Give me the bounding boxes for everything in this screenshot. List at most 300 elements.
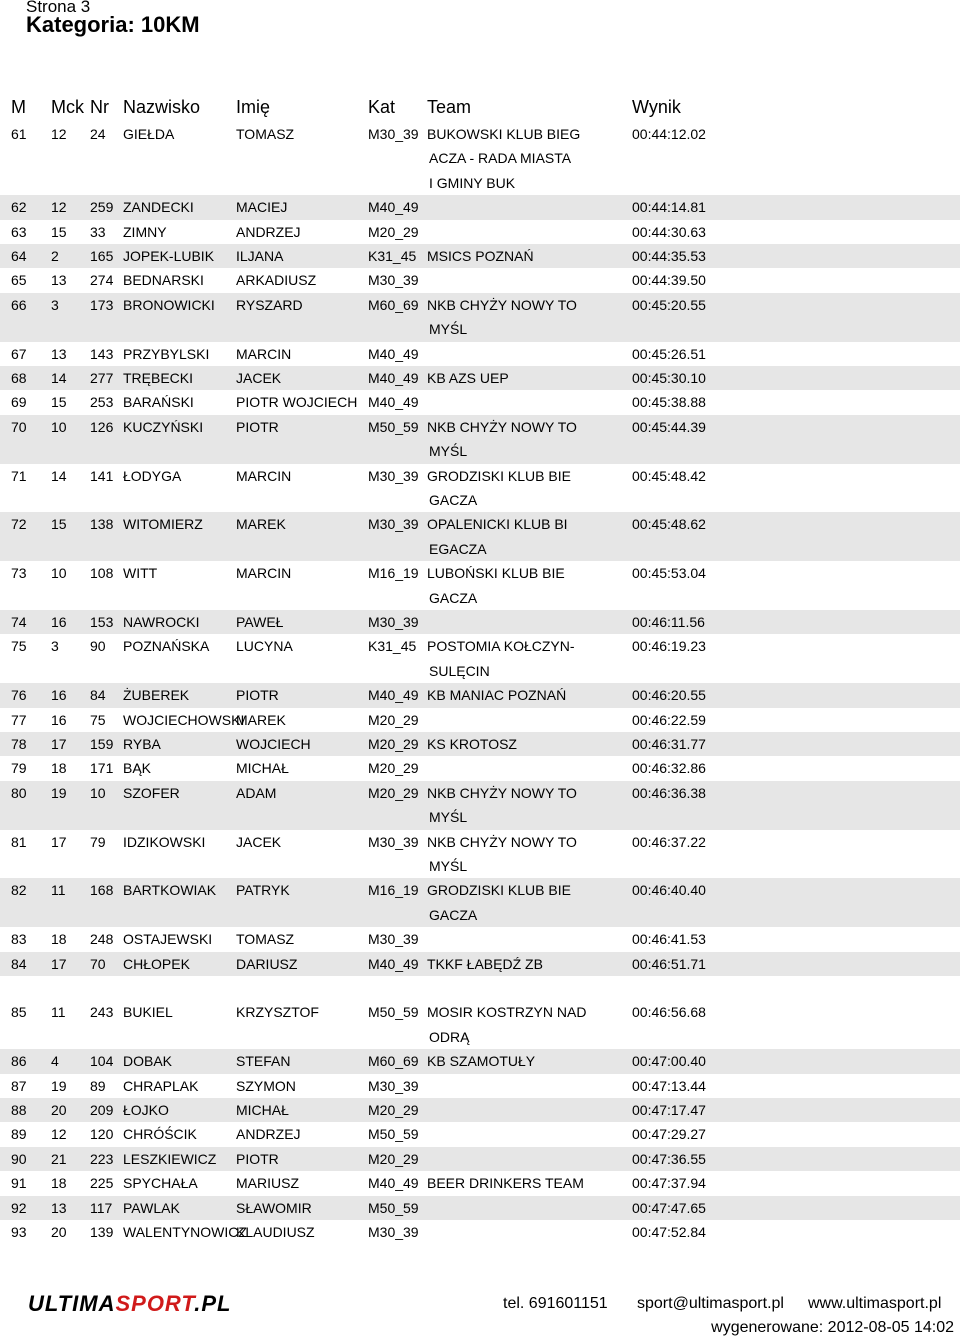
page-footer [0,1285,960,1341]
cell-nr: 223 [90,1150,114,1167]
cell-nazwisko: BRONOWICKI [123,296,215,313]
cell-nr: 274 [90,272,114,289]
cell-kat: M40_49 [368,955,419,972]
cell-m: 67 [11,345,27,362]
cell-nr: 108 [90,565,114,582]
team-line: ACZA - RADA MIASTA [429,150,572,167]
cell-m: 65 [11,272,27,289]
table-row [0,708,960,732]
cell-nr: 90 [90,638,106,655]
cell-mck: 18 [51,1175,67,1192]
cell-mck: 15 [51,516,67,533]
cell-m: 81 [11,833,27,850]
cell-nazwisko: WOJCIECHOWSKI [123,711,245,728]
cell-nazwisko: BARTKOWIAK [123,882,217,899]
cell-team [427,634,617,683]
cell-mck: 20 [51,1102,67,1118]
table-row [0,1147,960,1171]
cell-kat: M30_39 [368,467,419,484]
cell-team [427,952,617,976]
cell-team [427,293,617,342]
cell-m: 83 [11,931,27,948]
cell-mck: 14 [51,467,67,484]
table-row [0,1049,960,1073]
generated-timestamp: wygenerowane: 2012-08-05 14:02 [711,1319,954,1336]
cell-wynik: 00:44:39.50 [632,272,706,289]
cell-wynik: 00:47:00.40 [632,1053,706,1070]
cell-nr: 209 [90,1102,114,1118]
cell-mck: 12 [51,199,67,216]
table-row [0,415,960,464]
table-row [0,1171,960,1195]
cell-nazwisko: IDZIKOWSKI [123,833,206,850]
team-line: KB SZAMOTUŁY [427,1053,536,1070]
cell-mck: 17 [51,833,67,850]
cell-imie: MARIUSZ [236,1175,299,1192]
team-line: SULĘCIN [429,662,490,679]
team-line: I GMINY BUK [429,174,516,191]
cell-team [427,781,617,830]
table-row [0,683,960,707]
cell-imie: LUCYNA [236,638,293,655]
team-line: NKB CHYŻY NOWY TO [427,833,577,850]
cell-nr: 126 [90,418,114,435]
cell-wynik: 00:46:51.71 [632,955,706,972]
cell-kat: M20_29 [368,711,419,728]
cell-imie: MARCIN [236,467,292,484]
cell-m: 69 [11,394,27,411]
cell-nr: 84 [90,687,106,704]
cell-nr: 171 [90,760,114,777]
team-line: BUKOWSKI KLUB BIEG [427,126,581,142]
cell-kat: M30_39 [368,833,419,850]
team-line: GRODZISKI KLUB BIE [427,882,571,899]
team-line: MSICS POZNAŃ [427,248,534,264]
cell-nazwisko: LESZKIEWICZ [123,1150,217,1167]
table-row [0,634,960,683]
table-row [0,1074,960,1098]
cell-kat: M50_59 [368,1004,419,1021]
cell-imie: PIOTR [236,418,279,435]
cell-kat: M60_69 [368,296,419,313]
cell-kat: M40_49 [368,394,419,411]
cell-imie: ADAM [236,784,277,801]
cell-nazwisko: BĄK [123,760,152,777]
cell-nazwisko: DOBAK [123,1053,173,1070]
cell-m: 91 [11,1175,27,1192]
cell-nr: 143 [90,345,114,362]
cell-nr: 138 [90,516,114,533]
cell-nr: 168 [90,882,114,899]
cell-nazwisko: CHRÓŚCIK [123,1126,197,1143]
cell-team [427,683,617,707]
cell-kat: M40_49 [368,687,419,704]
cell-imie: MICHAŁ [236,1102,289,1118]
team-line: KB MANIAC POZNAŃ [427,687,567,704]
cell-nazwisko: ŁOJKO [123,1102,169,1118]
cell-nazwisko: ZANDECKI [123,199,194,216]
cell-kat: M16_19 [368,565,419,582]
cell-kat: M50_59 [368,418,419,435]
cell-nr: 117 [90,1199,113,1216]
cell-nazwisko: RYBA [123,736,161,752]
cell-imie: SŁAWOMIR [236,1199,312,1216]
cell-imie: MARCIN [236,565,292,582]
cell-kat: M30_39 [368,1224,419,1240]
cell-nr: 277 [90,370,114,386]
cell-kat: M20_29 [368,736,419,752]
cell-m: 62 [11,199,27,216]
cell-m: 63 [11,223,27,240]
team-line: EGACZA [429,540,487,557]
cell-nr: 248 [90,931,114,948]
cell-nr: 165 [90,248,114,264]
cell-nr: 33 [90,223,106,240]
table-row [0,122,960,195]
cell-nazwisko: OSTAJEWSKI [123,931,213,948]
cell-imie: KLAUDIUSZ [236,1224,315,1240]
cell-kat: M20_29 [368,1102,419,1118]
cell-nr: 139 [90,1224,114,1240]
cell-team [427,1000,617,1049]
table-row [0,1098,960,1122]
cell-imie: RYSZARD [236,296,303,313]
cell-mck: 17 [51,955,67,972]
cell-imie: TOMASZ [236,126,295,142]
cell-m: 73 [11,565,27,582]
cell-imie: MACIEJ [236,199,288,216]
cell-mck: 10 [51,418,67,435]
cell-kat: M20_29 [368,784,419,801]
cell-imie: ANDRZEJ [236,223,301,240]
team-line: MYŚL [429,321,468,338]
cell-m: 70 [11,418,27,435]
cell-nazwisko: KUCZYŃSKI [123,418,204,435]
cell-nr: 79 [90,833,106,850]
cell-nr: 153 [90,614,114,630]
cell-team [427,415,617,464]
cell-nazwisko: TRĘBECKI [123,370,194,386]
table-row [0,830,960,879]
footer-email: sport@ultimasport.pl [637,1295,784,1312]
cell-imie: KRZYSZTOF [236,1004,319,1021]
cell-imie: PATRYK [236,882,290,899]
cell-wynik: 00:46:56.68 [632,1004,706,1021]
cell-mck: 12 [51,126,67,142]
cell-imie: STEFAN [236,1053,291,1070]
cell-wynik: 00:44:12.02 [632,126,706,142]
cell-wynik: 00:44:30.63 [632,223,706,240]
table-row [0,781,960,830]
column-header-team: Team [427,97,472,117]
cell-nr: 253 [90,394,114,411]
table-row [0,1220,960,1244]
cell-nr: 120 [90,1126,114,1143]
cell-kat: M50_59 [368,1126,419,1143]
table-row [0,927,960,951]
team-line: ODRĄ [429,1028,470,1045]
cell-wynik: 00:46:41.53 [632,931,706,948]
team-line: NKB CHYŻY NOWY TO [427,784,577,801]
table-row [0,220,960,244]
cell-nr: 141 [90,467,114,484]
table-row [0,1122,960,1146]
table-header [0,97,960,121]
cell-m: 64 [11,248,27,264]
cell-wynik: 00:45:26.51 [632,345,706,362]
cell-kat: M30_39 [368,126,419,142]
cell-mck: 20 [51,1224,67,1240]
cell-wynik: 00:47:52.84 [632,1224,706,1240]
cell-imie: WOJCIECH [236,736,311,752]
cell-wynik: 00:45:53.04 [632,565,706,582]
table-row [0,732,960,756]
cell-imie: PIOTR [236,1150,279,1167]
column-header-mck: Mck [51,97,84,117]
cell-kat: M40_49 [368,1175,419,1192]
cell-wynik: 00:46:32.86 [632,760,706,777]
cell-nr: 24 [90,126,106,142]
footer-phone: tel. 691601151 [503,1295,608,1312]
team-line: OPALENICKI KLUB BI [427,516,568,533]
cell-m: 61 [11,126,27,142]
team-line: NKB CHYŻY NOWY TO [427,418,577,435]
cell-m: 89 [11,1126,27,1143]
column-header-imie: Imię [236,97,271,117]
table-row [0,195,960,219]
cell-wynik: 00:47:17.47 [632,1102,706,1118]
cell-nazwisko: WITT [123,565,158,582]
cell-nazwisko: ŁODYGA [123,467,182,484]
column-header-m: M [11,97,26,117]
cell-wynik: 00:47:36.55 [632,1150,706,1167]
team-line: TKKF ŁABĘDŹ ZB [427,955,543,972]
cell-m: 71 [11,467,27,484]
team-line: KB AZS UEP [427,370,509,386]
table-row [0,268,960,292]
cell-imie: MAREK [236,711,286,728]
cell-mck: 10 [51,565,67,582]
cell-nazwisko: BUKIEL [123,1004,173,1021]
cell-wynik: 00:46:40.40 [632,882,706,899]
cell-m: 79 [11,760,27,777]
column-header-nazwisko: Nazwisko [123,97,201,117]
cell-m: 93 [11,1224,27,1240]
cell-kat: M30_39 [368,614,419,630]
cell-nazwisko: PAWLAK [123,1199,180,1216]
team-line: GACZA [429,906,478,923]
cell-nazwisko: ZIMNY [123,223,167,240]
cell-wynik: 00:45:48.42 [632,467,706,484]
team-line: MOSIR KOSTRZYN NAD [427,1004,587,1021]
cell-nr: 243 [90,1004,114,1021]
cell-nazwisko: POZNAŃSKA [123,638,210,655]
cell-mck: 18 [51,760,67,777]
cell-team [427,464,617,513]
page-title: Kategoria: 10KM [26,12,200,37]
cell-kat: M20_29 [368,223,419,240]
cell-nazwisko: JOPEK-LUBIK [123,248,215,264]
cell-imie: JACEK [236,370,282,386]
cell-kat: M30_39 [368,272,419,289]
cell-wynik: 00:45:20.55 [632,296,706,313]
cell-imie: ARKADIUSZ [236,272,317,289]
cell-nazwisko: ŻUBEREK [123,687,190,704]
cell-nr: 10 [90,784,106,801]
table-row [0,342,960,366]
table-row [0,1196,960,1220]
cell-imie: ILJANA [236,248,284,264]
team-line: NKB CHYŻY NOWY TO [427,296,577,313]
team-line: BEER DRINKERS TEAM [427,1175,584,1192]
cell-kat: M30_39 [368,516,419,533]
team-line: MYŚL [429,443,468,460]
cell-nazwisko: NAWROCKI [123,614,200,630]
team-line: MYŚL [429,809,468,826]
cell-mck: 21 [51,1150,67,1167]
cell-m: 66 [11,296,27,313]
cell-team [427,1171,617,1195]
column-header-nr: Nr [90,97,109,117]
cell-nazwisko: BEDNARSKI [123,272,204,289]
cell-imie: DARIUSZ [236,955,298,972]
cell-imie: MARCIN [236,345,292,362]
table-row [0,878,960,927]
cell-imie: PAWEŁ [236,614,284,630]
cell-wynik: 00:45:48.62 [632,516,706,533]
cell-imie: ANDRZEJ [236,1126,301,1143]
cell-m: 74 [11,614,27,630]
cell-m: 82 [11,882,27,899]
cell-mck: 12 [51,1126,67,1143]
cell-m: 80 [11,784,27,801]
table-row [0,1000,960,1049]
cell-wynik: 00:47:37.94 [632,1175,706,1192]
cell-mck: 15 [51,394,67,411]
cell-nazwisko: GIEŁDA [123,126,175,142]
cell-nr: 70 [90,955,106,972]
cell-nr: 173 [90,296,114,313]
cell-nazwisko: BARAŃSKI [123,394,194,411]
cell-mck: 2 [51,248,59,264]
team-line: LUBOŃSKI KLUB BIE [427,565,565,582]
cell-nazwisko: WITOMIERZ [123,516,203,533]
cell-nr: 75 [90,711,106,728]
cell-wynik: 00:46:36.38 [632,784,706,801]
cell-kat: M40_49 [368,199,419,216]
cell-kat: K31_45 [368,248,417,264]
cell-m: 72 [11,516,27,533]
cell-nr: 159 [90,736,114,752]
cell-wynik: 00:47:47.65 [632,1199,706,1216]
cell-wynik: 00:46:19.23 [632,638,706,655]
cell-team [427,1049,617,1073]
cell-mck: 15 [51,223,67,240]
cell-nazwisko: CHRAPLAK [123,1077,199,1094]
cell-kat: M20_29 [368,760,419,777]
table-row [0,390,960,414]
cell-nr: 89 [90,1077,106,1094]
cell-m: 75 [11,638,27,655]
cell-imie: PIOTR WOJCIECH [236,394,358,411]
cell-mck: 17 [51,736,67,752]
cell-team [427,878,617,927]
cell-kat: M16_19 [368,882,419,899]
cell-m: 68 [11,370,27,386]
team-line: GACZA [429,492,478,508]
cell-nazwisko: CHŁOPEK [123,955,190,972]
cell-m: 90 [11,1150,27,1167]
table-row [0,293,960,342]
cell-kat: M60_69 [368,1053,419,1070]
footer-website: www.ultimasport.pl [808,1295,942,1312]
cell-imie: MICHAŁ [236,760,289,777]
table-row [0,366,960,390]
cell-wynik: 00:46:31.77 [632,736,706,752]
cell-team [427,830,617,879]
cell-kat: M30_39 [368,1077,419,1094]
cell-mck: 13 [51,1199,67,1216]
column-header-wynik: Wynik [632,97,681,117]
cell-imie: MAREK [236,516,286,533]
cell-mck: 19 [51,784,67,801]
table-row [0,561,960,610]
cell-kat: M40_49 [368,345,419,362]
cell-m: 78 [11,736,27,752]
cell-mck: 11 [51,882,66,899]
cell-wynik: 00:46:22.59 [632,711,706,728]
cell-team [427,366,617,390]
cell-imie: SZYMON [236,1077,296,1094]
cell-m: 87 [11,1077,27,1094]
cell-nazwisko: WALENTYNOWICZ [123,1224,247,1240]
cell-m: 84 [11,955,27,972]
table-row [0,756,960,780]
page-label: Strona 3 [26,0,91,16]
cell-kat: M50_59 [368,1199,419,1216]
cell-nazwisko: SZOFER [123,784,180,801]
team-line: POSTOMIA KOŁCZYN- [427,638,575,655]
cell-imie: TOMASZ [236,931,295,948]
table-row [0,512,960,561]
cell-m: 77 [11,711,27,728]
cell-team [427,732,617,756]
cell-mck: 16 [51,687,67,704]
cell-m: 85 [11,1004,27,1021]
cell-mck: 18 [51,931,67,948]
cell-kat: M40_49 [368,370,419,386]
cell-kat: K31_45 [368,638,417,655]
cell-wynik: 00:46:37.22 [632,833,706,850]
cell-team [427,244,617,268]
cell-nr: 104 [90,1053,114,1070]
cell-imie: JACEK [236,833,282,850]
cell-mck: 13 [51,345,67,362]
cell-mck: 16 [51,614,67,630]
cell-nazwisko: SPYCHAŁA [123,1175,198,1192]
cell-m: 86 [11,1053,27,1070]
team-line: GACZA [429,589,478,606]
cell-wynik: 00:44:14.81 [632,199,706,216]
team-line: GRODZISKI KLUB BIE [427,467,571,484]
cell-m: 92 [11,1199,27,1216]
cell-kat: M20_29 [368,1150,419,1167]
cell-mck: 13 [51,272,67,289]
cell-m: 88 [11,1102,27,1118]
cell-wynik: 00:46:11.56 [632,614,705,630]
table-row [0,464,960,513]
cell-nr: 259 [90,199,114,216]
